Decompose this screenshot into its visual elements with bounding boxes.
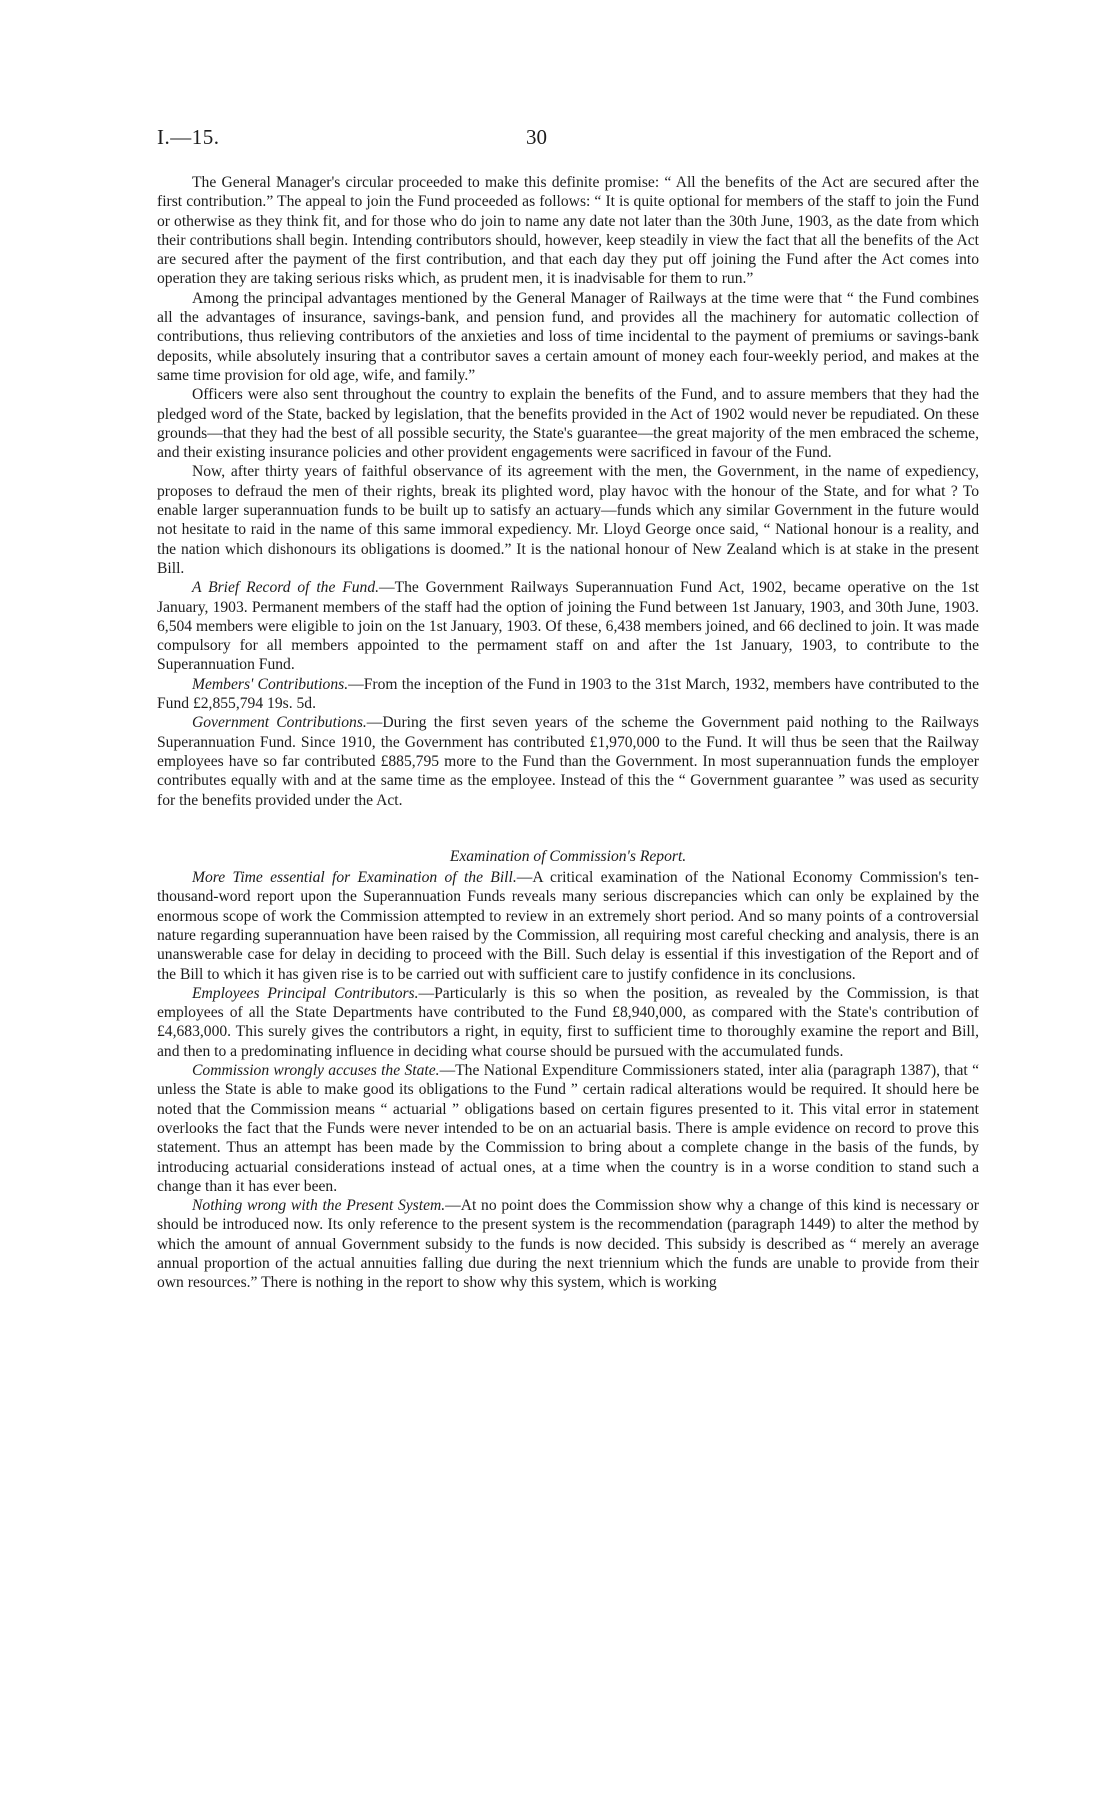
paragraph-principal-advantages: Among the principal advantages mentioned by the General Manager of Railways at the time were that “ the Fund combines all the advantages of insurance, savings-bank, and pension fund, and provides all the machinery for automatic collection of contributions, thus relieving contributors of the anxieties and loss of time incidental to the payment of premiums or savings-bank deposits, while absolutely insuring that a contributor saves a certain amount of money each four-weekly period, and makes at the same time provision for old age, wife, and family.” bbox=[157, 289, 979, 384]
run-in-heading: More Time essential for Examination of the Bill. bbox=[192, 869, 517, 887]
paragraph-national-honour: Now, after thirty years of faithful observance of its agreement with the men, the Government, in the name of expediency, proposes to defraud the men of their rights, break its plighted word, play havoc with the honour of the State, and for what ? To enable larger superannuation funds to be built up to satisfy an actuary—funds which any similar Government in the future would not hesitate to raid in the name of this same immoral expediency. Mr. Lloyd George once said, “ National honour is a reality, and the nation which dishonours its obligations is doomed.” It is the national honour of New Zealand which is at stake in the present Bill. bbox=[157, 463, 979, 577]
paragraph-brief-record: A Brief Record of the Fund.—The Government Railways Superannuation Fund Act, 1902, became operative on the 1st January, 1903. Permanent members of the staff had the option of joining the Fund between 1st January, 1903, and 30th June, 1903. 6,504 members were eligible to join on the 1st January, 1903. Of these, 6,438 members joined, and 66 declined to join. It was made compulsory for all members appointed to the permament staff on and after the 1st January, 1903, to contribute to the Superannuation Fund. bbox=[157, 579, 979, 674]
run-in-heading: Members' Contributions. bbox=[192, 675, 349, 693]
run-in-heading: Nothing wrong with the Present System. bbox=[192, 1197, 446, 1215]
paragraph-nothing-wrong: Nothing wrong with the Present System.—At no point does the Commission show why a change of this kind is necessary or should be introduced now. Its only reference to the present system is the recommendation (paragraph 1449) to alter the method by which the amount of annual Government subsidy to the funds is now decided. This subsidy is described as “ merely an average annual proportion of the actual annuities falling due during the next triennium which the funds are unable to provide from their own resources.” There is nothing in the report to show why this system, which is working bbox=[157, 1197, 979, 1292]
paragraph-government-contributions: Government Contributions.—During the first seven years of the scheme the Government paid nothing to the Railways Superannuation Fund. Since 1910, the Government has contributed £1,970,000 to the Fund. It will thus be seen that the Railway employees have so far contributed £885,795 more to the Fund than the Government. In most superannuation funds the employer contributes equally with and at the same time as the employee. Instead of this the “ Government guarantee ” was used as security for the benefits provided under the Act. bbox=[157, 714, 979, 809]
run-in-heading: Government Contributions. bbox=[192, 714, 367, 732]
paragraph-officers-sent: Officers were also sent throughout the country to explain the benefits of the Fund, and to assure members that they had the pledged word of the State, backed by legislation, that the benefits provided in the Act of 1902 would never be repudiated. On these grounds—that they had the best of all possible security, the State's guarantee—the great majority of the men embraced the scheme, and their existing insurance policies and other provident engagements were sacrificed in favour of the Fund. bbox=[157, 386, 979, 462]
paragraph-commission-wrongly: Commission wrongly accuses the State.—The National Expenditure Commissioners stated, inter alia (paragraph 1387), that “ unless the State is able to make good its obligations to the Fund ” certain radical alterations would be required. It should here be noted that the Commission means “ actuarial ” obligations based on certain figures presented to it. This vital error in statement overlooks the fact that the Funds were never intended to be on an actuarial basis. There is ample evidence on record to prove this statement. Thus an attempt has been made by the Commission to bring about a complete change in the basis of the funds, by introducing actuarial considerations instead of actual ones, at a time when the country is in a worse condition to stand such a change than it has ever been. bbox=[157, 1062, 979, 1195]
run-in-heading: Commission wrongly accuses the State. bbox=[192, 1062, 440, 1080]
page-body bbox=[157, 173, 979, 1293]
report-reference: I.—15. bbox=[157, 125, 220, 149]
page-number: 30 bbox=[526, 125, 547, 149]
page-header bbox=[0, 125, 1114, 155]
paragraph-more-time: More Time essential for Examination of the Bill.—A critical examination of the National Economy Commission's ten-thousand-word report upon the Superannuation Funds reveals many serious discrepancies which can only be explained by the enormous scope of work the Commission attempted to review in an extremely short period. And so many points of a controversial nature regarding superannuation have been raised by the Commission, all requiring most careful checking and analysis, there is an unanswerable case for delay in deciding to proceed with the Bill. Such delay is essential if this investigation of the Report and of the Bill to which it has given rise is to be carried out with sufficient care to justify confidence in its conclusions. bbox=[157, 869, 979, 983]
section-heading: Examination of Commission's Report. bbox=[449, 847, 687, 865]
paragraph-circular-promise: The General Manager's circular proceeded to make this definite promise: “ All the benefits of the Act are secured after the first contribution.” The appeal to join the Fund proceeded as follows: “ It is quite optional for members of the staff to join the Fund or otherwise as they think fit, and for those who do join to name any date not later than the 30th June, 1903, as the date from which their contributions shall begin. Intending contributors should, however, keep steadily in view the fact that all the benefits of the Act are secured after the payment of the first contribution, and that each day they put off joining the Fund after the Act comes into operation they are taking serious risks which, as prudent men, it is inadvisable for them to run.” bbox=[157, 174, 979, 288]
paragraph-employees-principal: Employees Principal Contributors.—Particularly is this so when the position, as revealed by the Commission, is that employees of all the State Departments have contributed to the Fund £8,940,000, as compared with the State's contribution of £4,683,000. This surely gives the contributors a right, in equity, first to sufficient time to thoroughly examine the report and Bill, and then to a predominating influence in deciding what course should be pursued with the accumulated funds. bbox=[157, 984, 979, 1060]
run-in-heading: A Brief Record of the Fund. bbox=[192, 579, 380, 597]
paragraph-members-contributions: Members' Contributions.—From the inception of the Fund in 1903 to the 31st March, 1932, members have contributed to the Fund £2,855,794 19s. 5d. bbox=[157, 675, 979, 713]
run-in-heading: Employees Principal Contributors. bbox=[192, 984, 419, 1002]
